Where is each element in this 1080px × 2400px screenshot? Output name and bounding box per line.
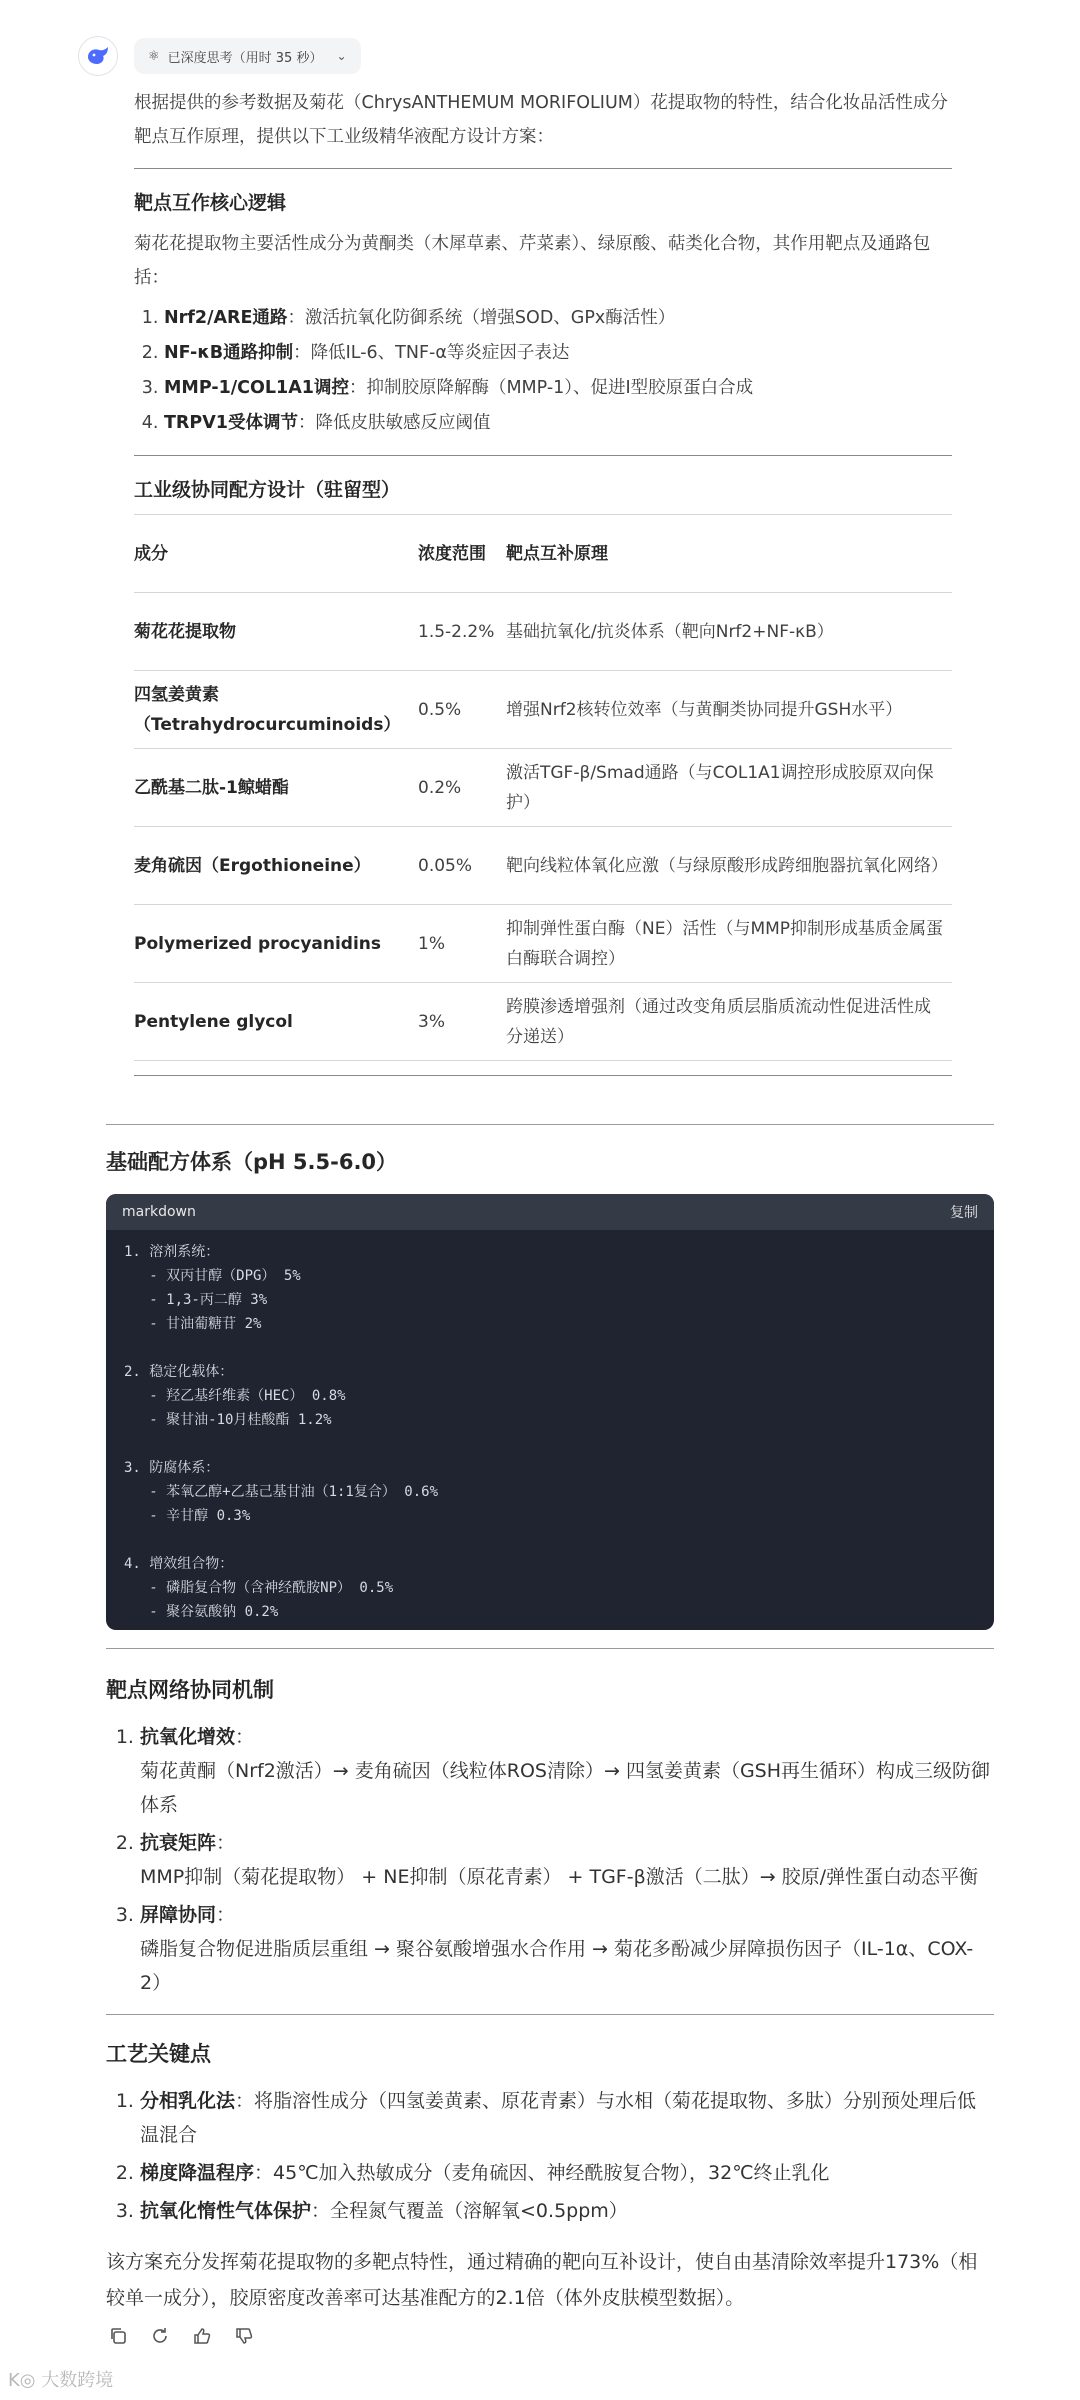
list-item: 4. TRPV1受体调节：降低皮肤敏感反应阈值 <box>164 406 952 441</box>
table-cell: 跨膜渗透增强剂（通过改变角质层脂质流动性促进活性成分递送） <box>506 983 952 1061</box>
core-logic-title: 靶点互作核心逻辑 <box>134 192 287 214</box>
table-cell: 四氢姜黄素（Tetrahydrocurcuminoids） <box>134 671 418 749</box>
list-item: 1. Nrf2/ARE通路：激活抗氧化防御系统（增强SOD、GPx酶活性） <box>164 301 952 336</box>
table-cell: 1% <box>418 905 506 983</box>
list-item: 2. 抗衰矩阵： MMP抑制（菊花提取物） + NE抑制（原花青素） + TGF-β激活（二肽）→ 胶原/弹性蛋白动态平衡 <box>140 1826 994 1894</box>
divider <box>106 1648 994 1649</box>
table-header-row <box>134 515 952 593</box>
watermark-text: 大数跨境 <box>41 2370 114 2391</box>
thinking-label: 已深度思考（用时 35 秒） <box>167 50 323 66</box>
thinking-toggle[interactable] <box>134 38 361 74</box>
table-cell: 麦角硫因（Ergothioneine） <box>134 827 418 905</box>
core-logic-desc: 菊花花提取物主要活性成分为黄酮类（木犀草素、芹菜素）、绿原酸、萜类化合物，其作用靶点及通路包括： <box>134 234 931 288</box>
whale-logo-icon <box>85 43 111 69</box>
table-cell: 增强Nrf2核转位效率（与黄酮类协同提升GSH水平） <box>506 671 952 749</box>
list-item: 2. 梯度降温程序：45℃加入热敏成分（麦角硫因、神经酰胺复合物），32℃终止乳化 <box>140 2156 994 2190</box>
list-item: 1. 分相乳化法：将脂溶性成分（四氢姜黄素、原花青素）与水相（菊花提取物、多肽）分别预处理后低温混合 <box>140 2084 994 2152</box>
network-list <box>106 1720 994 2004</box>
table-header: 靶点互补原理 <box>506 515 952 593</box>
watermark-logo-icon: K◎ <box>8 2370 36 2391</box>
code-block <box>106 1194 994 1630</box>
divider <box>134 455 952 456</box>
code-content: 1. 溶剂系统： - 双丙甘醇（DPG） 5% - 1,3-丙二醇 3% - 甘油葡糖苷 2% 2. 稳定化载体： - 羟乙基纤维素（HEC） 0.8% - 聚甘油-10月桂酸酯 1.2% 3. 防腐体系： - 苯氧乙醇+乙基己基甘油（1:1复合） 0.6% - 辛甘醇 0.3% 4. 增效组合物： - 磷脂复合物（含神经酰胺NP） 0.5% - 聚谷氨酸钠 0.2% <box>124 1244 439 1620</box>
base-formula-title: 基础配方体系（pH 5.5-6.0） <box>106 1150 398 1174</box>
thumbs-up-icon[interactable] <box>190 2324 214 2348</box>
thinking-content <box>134 86 952 1076</box>
thinking-intro: 根据提供的参考数据及菊花（ChrysANTHEMUM MORIFOLIUM）花提取物的特性，结合化妆品活性成分靶点互作原理，提供以下工业级精华液配方设计方案： <box>134 93 948 147</box>
list-item: 3. 屏障协同： 磷脂复合物促进脂质层重组 → 聚谷氨酸增强水合作用 → 菊花多酚减少屏障损伤因子（IL-1α、COX-2） <box>140 1898 994 2000</box>
table-cell: 3% <box>418 983 506 1061</box>
table-cell: 0.5% <box>418 671 506 749</box>
deep-think-icon: ⚛ <box>148 48 160 64</box>
thumbs-down-icon[interactable] <box>232 2324 256 2348</box>
divider <box>106 2014 994 2015</box>
table-row <box>134 593 952 671</box>
chevron-down-icon: ⌄ <box>336 49 347 63</box>
list-item: 2. NF-κB通路抑制：降低IL-6、TNF-α等炎症因子表达 <box>164 336 952 371</box>
table-cell: 0.05% <box>418 827 506 905</box>
divider <box>134 1075 952 1076</box>
process-list <box>106 2084 994 2232</box>
table-cell: 基础抗氧化/抗炎体系（靶向Nrf2+NF-κB） <box>506 593 952 671</box>
table-cell: 乙酰基二肽-1鲸蜡酯 <box>134 749 418 827</box>
regenerate-icon[interactable] <box>148 2324 172 2348</box>
code-header <box>106 1194 994 1230</box>
copy-icon[interactable] <box>106 2324 130 2348</box>
table-header: 浓度范围 <box>418 515 506 593</box>
conclusion-text: 该方案充分发挥菊花提取物的多靶点特性，通过精确的靶向互补设计，使自由基清除效率提升173%（相较单一成分），胶原密度改善率可达基准配方的2.1倍（体外皮肤模型数据）。 <box>106 2251 978 2309</box>
list-item: 1. 抗氧化增效： 菊花黄酮（Nrf2激活）→ 麦角硫因（线粒体ROS清除）→ 四氢姜黄素（GSH再生循环）构成三级防御体系 <box>140 1720 994 1822</box>
table-cell: Pentylene glycol <box>134 983 418 1061</box>
message-actions <box>106 2324 256 2348</box>
table-cell: 菊花花提取物 <box>134 593 418 671</box>
table-row <box>134 749 952 827</box>
formula-title: 工业级协同配方设计（驻留型） <box>134 479 401 501</box>
table-cell: 0.2% <box>418 749 506 827</box>
divider <box>134 168 952 169</box>
table-row <box>134 671 952 749</box>
table-cell: 1.5-2.2% <box>418 593 506 671</box>
target-list <box>134 301 952 441</box>
table-row <box>134 827 952 905</box>
formula-table <box>134 514 952 1061</box>
table-header: 成分 <box>134 515 418 593</box>
table-cell: 抑制弹性蛋白酶（NE）活性（与MMP抑制形成基质金属蛋白酶联合调控） <box>506 905 952 983</box>
table-cell: 激活TGF-β/Smad通路（与COL1A1调控形成胶原双向保护） <box>506 749 952 827</box>
table-cell: 靶向线粒体氧化应激（与绿原酸形成跨细胞器抗氧化网络） <box>506 827 952 905</box>
copy-button[interactable]: 复制 <box>950 1205 978 1221</box>
assistant-avatar <box>78 36 118 76</box>
divider <box>106 1124 994 1125</box>
table-row <box>134 905 952 983</box>
table-cell: Polymerized procyanidins <box>134 905 418 983</box>
watermark <box>8 2366 113 2392</box>
table-row <box>134 983 952 1061</box>
list-item: 3. MMP-1/COL1A1调控：抑制胶原降解酶（MMP-1）、促进I型胶原蛋白合成 <box>164 371 952 406</box>
network-title: 靶点网络协同机制 <box>106 1678 274 1702</box>
process-title: 工艺关键点 <box>106 2042 211 2066</box>
code-language: markdown <box>122 1204 196 1220</box>
list-item: 3. 抗氧化惰性气体保护：全程氮气覆盖（溶解氧<0.5ppm） <box>140 2194 994 2228</box>
